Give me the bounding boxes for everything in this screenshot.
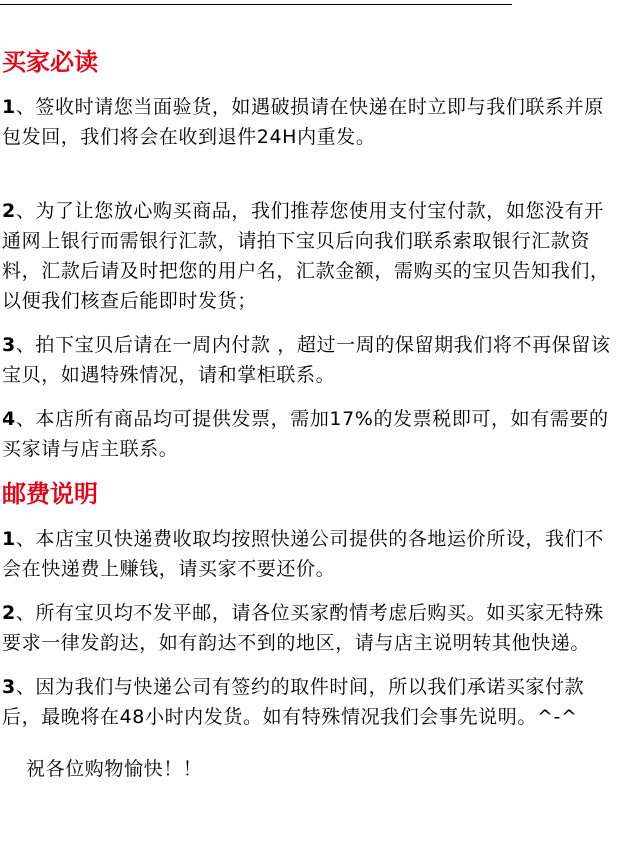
closing-greeting: 祝各位购物愉快！！ bbox=[26, 758, 203, 780]
item-number: 1 bbox=[2, 528, 16, 550]
top-divider bbox=[0, 4, 512, 5]
buyer-notice-item-1 bbox=[2, 92, 616, 152]
shipping-item-2 bbox=[2, 598, 616, 658]
item-number: 3 bbox=[2, 334, 16, 356]
item-text: 、因为我们与快递公司有签约的取件时间，所以我们承诺买家付款后，最晚将在48小时内发货。如有特殊情况我们会事先说明。^-^ bbox=[2, 676, 585, 728]
item-number: 3 bbox=[2, 676, 16, 698]
notice-content bbox=[2, 46, 616, 784]
item-number: 1 bbox=[2, 96, 16, 118]
buyer-notice-item-4 bbox=[2, 404, 616, 464]
item-text: 、拍下宝贝后请在一周内付款 ，超过一周的保留期我们将不再保留该宝贝，如遇特殊情况，请和掌柜联系。 bbox=[2, 334, 611, 386]
item-number: 2 bbox=[2, 602, 16, 624]
item-text: 、为了让您放心购买商品，我们推荐您使用支付宝付款，如您没有开通网上银行而需银行汇款，请拍下宝贝后向我们联系索取银行汇款资料，汇款后请及时把您的用户名，汇款金额，需购买的宝贝告知我们，以便我们核查后能即时发货； bbox=[2, 200, 610, 312]
shipping-item-3 bbox=[2, 672, 616, 732]
item-text: 、本店所有商品均可提供发票，需加17%的发票税即可，如有需要的买家请与店主联系。 bbox=[2, 408, 609, 460]
item-number: 4 bbox=[2, 408, 16, 430]
item-text: 、签收时请您当面验货，如遇破损请在快递在时立即与我们联系并原包发回，我们将会在收到退件24H内重发。 bbox=[2, 96, 604, 148]
buyer-notice-item-3 bbox=[2, 330, 616, 390]
item-text: 、本店宝贝快递费收取均按照快递公司提供的各地运价所设，我们不会在快递费上赚钱，请买家不要还价。 bbox=[2, 528, 604, 580]
shipping-item-1 bbox=[2, 524, 616, 584]
buyer-notice-title: 买家必读 bbox=[2, 48, 98, 76]
item-text: 、所有宝贝均不发平邮，请各位买家酌情考虑后购买。如买家无特殊要求一律发韵达，如有韵达不到的地区，请与店主说明转其他快递。 bbox=[2, 602, 604, 654]
buyer-notice-item-2 bbox=[2, 196, 616, 316]
item-number: 2 bbox=[2, 200, 16, 222]
shipping-title: 邮费说明 bbox=[2, 480, 98, 508]
